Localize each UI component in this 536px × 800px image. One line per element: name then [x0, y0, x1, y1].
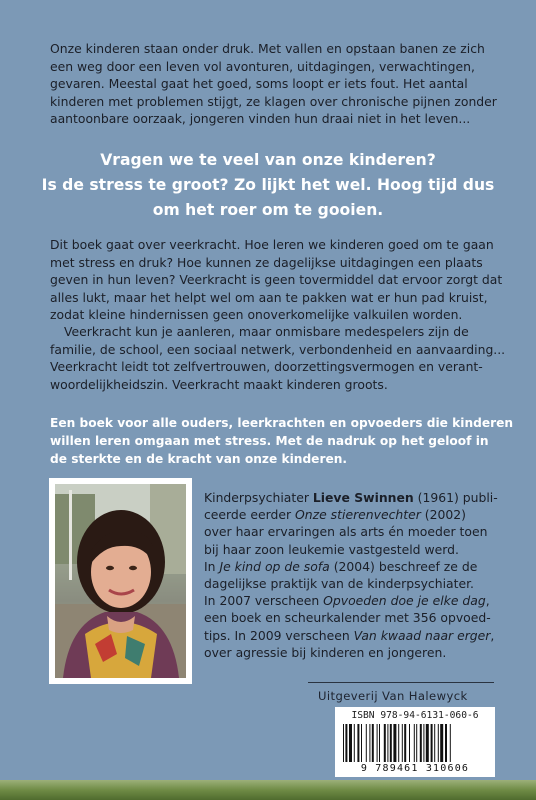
body-line: woordelijkheidszin. Veerkracht maakt kinderen groots. — [50, 376, 388, 392]
barcode-bar — [384, 724, 386, 762]
highlight-line: de sterkte en de kracht van onze kinderen. — [50, 452, 348, 466]
book-title: Opvoeden doe je elke dag — [323, 593, 486, 609]
headline-question — [40, 148, 496, 223]
barcode-bar — [434, 724, 435, 762]
intro-line: kinderen met problemen stijgt, ze klagen over chronische pijnen zonder — [50, 93, 497, 109]
barcode-bars — [343, 724, 487, 762]
body-paragraph-2 — [50, 323, 506, 393]
bio-text: (2004) beschreef ze de — [329, 558, 478, 574]
intro-line: Onze kinderen staan onder druk. Met vallen en opstaan banen ze zich — [50, 41, 485, 56]
barcode-bar — [416, 724, 417, 762]
intro-paragraph — [50, 40, 500, 128]
question-line: om het roer om te gooien. — [152, 201, 384, 219]
isbn-label: ISBN 978-94-6131-060-6 — [351, 710, 479, 721]
barcode-bar — [387, 724, 388, 762]
body-line: Dit boek gaat over veerkracht. Hoe leren we kinderen goed om te gaan — [50, 237, 494, 252]
grass-strip — [0, 780, 536, 800]
bio-line — [204, 489, 504, 506]
barcode-bar — [366, 724, 367, 762]
bio-text: (1961) publi- — [413, 490, 498, 505]
barcode-bar — [409, 724, 410, 762]
bio-text: In — [204, 558, 220, 574]
bio-text: In 2007 verscheen — [204, 593, 324, 609]
highlight-paragraph — [50, 414, 514, 468]
bio-text: ceerde eerder — [204, 507, 296, 523]
author-biography — [204, 489, 504, 661]
author-portrait-illustration — [55, 484, 186, 678]
bio-text: , — [485, 593, 490, 609]
body-line: geven in hun leven? Veerkracht is geen tovermiddel dat ervoor zorgt dat — [50, 272, 503, 288]
barcode-bar — [402, 724, 403, 762]
question-line: Is de stress te groot? Zo lijkt het wel. Hoog tijd dus — [41, 176, 495, 194]
bio-line — [204, 627, 504, 644]
body-line: Veerkracht kun je aanleren, maar onmisbare medespelers zijn de — [64, 324, 469, 339]
body-paragraph-1 — [50, 236, 503, 324]
barcode-bar — [420, 724, 422, 762]
bio-line — [204, 558, 504, 575]
body-line: alles lukt, maar het helpt wel om aan te pakken wat er hun pad kruist, — [50, 289, 488, 305]
barcode-bar — [393, 724, 396, 762]
ean-digits: 9 789461 310606 — [360, 763, 470, 774]
bio-line: over haar ervaringen als arts én moeder toen — [204, 524, 488, 540]
barcode-bar — [345, 724, 347, 762]
bio-line: bij haar zoon leukemie vastgesteld werd. — [204, 541, 459, 557]
barcode-bar — [369, 724, 370, 762]
book-title: Van kwaad naar erger — [353, 627, 491, 643]
barcode-bar — [357, 724, 359, 762]
bio-line — [204, 506, 504, 523]
barcode-bar — [423, 724, 424, 762]
body-line: met stress en druk? Hoe kunnen ze dagelijkse uitdagingen een plaats — [50, 254, 483, 270]
body-line: zodat kleine hindernissen geen onoverkomelijke valkuilen worden. — [50, 307, 463, 323]
intro-line: aantoonbare oorzaak, jongeren vinden hun draai niet in het leven... — [50, 111, 471, 127]
author-photo-frame — [49, 478, 192, 684]
barcode-bar — [379, 724, 380, 762]
barcode-bar — [377, 724, 378, 762]
barcode-bar — [372, 724, 374, 762]
barcode-bar — [390, 724, 392, 762]
bio-line: over agressie bij kinderen en jongeren. — [204, 644, 447, 660]
barcode-bar — [414, 724, 415, 762]
bio-text: Kinderpsychiater — [204, 490, 313, 505]
barcode-bar — [431, 724, 433, 762]
publisher-name: Uitgeverij Van Halewyck — [318, 689, 468, 703]
bio-text: (2002) — [420, 507, 466, 523]
barcode-bar — [450, 724, 451, 762]
barcode-bar — [404, 724, 406, 762]
barcode-bar — [426, 724, 429, 762]
barcode-bar — [445, 724, 447, 762]
book-title: Onze stierenvechter — [295, 507, 421, 523]
highlight-line: Een boek voor alle ouders, leerkrachten en opvoeders die kinderen — [50, 416, 514, 430]
bio-line: een boek en scheurkalender met 356 opvoed- — [204, 610, 491, 626]
barcode-bar — [354, 724, 355, 762]
bio-text: , — [490, 627, 495, 643]
intro-line: een weg door een leven vol avonturen, uitdagingen, verwachtingen, — [50, 58, 475, 74]
barcode-bar — [440, 724, 443, 762]
intro-line: gevaren. Meestal gaat het goed, soms loopt er iets fout. Het aantal — [50, 76, 468, 92]
bio-text: tips. In 2009 verscheen — [204, 627, 354, 643]
bio-line: dagelijkse praktijk van de kinderpsychiater. — [204, 576, 474, 592]
body-line: Veerkracht leidt tot zelfvertrouwen, doorzettingsvermogen en verant- — [50, 359, 483, 375]
barcode-bar — [349, 724, 352, 762]
book-title: Je kind op de sofa — [219, 558, 330, 574]
barcode-box — [335, 707, 495, 777]
author-photo — [55, 484, 186, 678]
highlight-line: willen leren omgaan met stress. Met de nadruk op het geloof in — [50, 434, 489, 448]
body-line: familie, de school, een sociaal netwerk, verbondenheid en aanvaarding... — [50, 341, 506, 357]
publisher-divider — [308, 682, 494, 683]
barcode-bar — [438, 724, 439, 762]
barcode-bar — [343, 724, 344, 762]
question-line: Vragen we te veel van onze kinderen? — [100, 151, 436, 169]
barcode-bar — [398, 724, 399, 762]
barcode-bar — [361, 724, 362, 762]
bio-line — [204, 592, 504, 609]
author-name: Lieve Swinnen — [312, 490, 414, 505]
